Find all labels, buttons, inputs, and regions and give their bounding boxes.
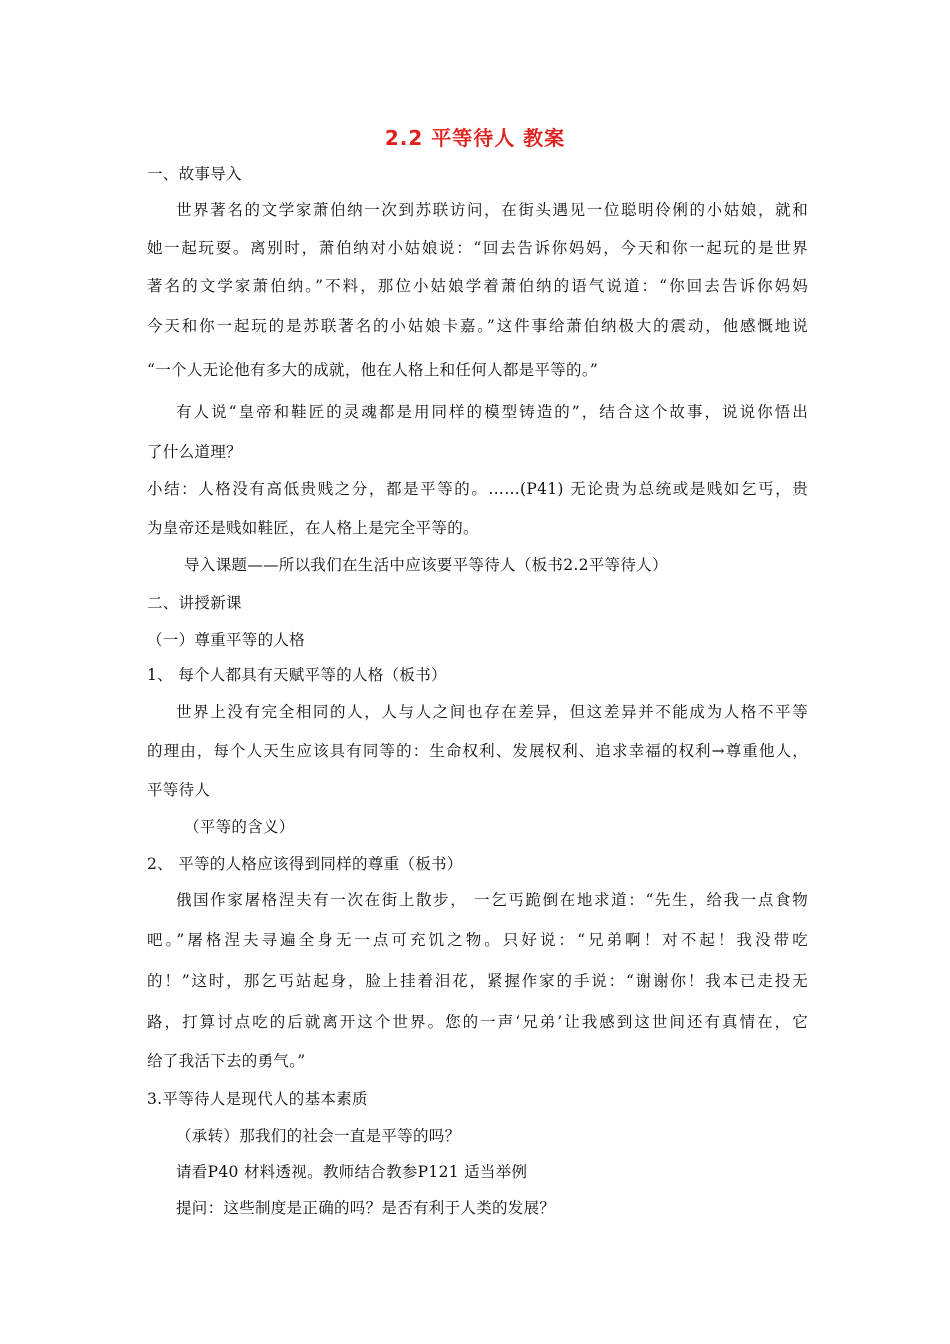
question-line: 提问：这些制度是正确的吗？是否有利于人类的发展？ bbox=[176, 1199, 556, 1217]
numbered-point-1: 1、 每个人都具有天赋平等的人格（板书） bbox=[147, 666, 447, 684]
paragraph-line: “一个人无论他有多大的成就，他在人格上和任何人都是平等的。” bbox=[147, 361, 599, 379]
paragraph-line: 世界著名的文学家萧伯纳一次到苏联访问，在街头遇见一位聪明伶俐的小姑娘，就和 bbox=[176, 201, 808, 219]
document-title: 2.2 平等待人 教案 bbox=[384, 126, 566, 150]
paragraph-line: 的！”这时，那乞丐站起身，脸上挂着泪花，紧握作家的手说：“谢谢你！我本已走投无 bbox=[147, 972, 808, 990]
summary-line: 为皇帝还是贱如鞋匠，在人格上是完全平等的。 bbox=[147, 519, 479, 537]
paragraph-line: 有人说“皇帝和鞋匠的灵魂都是用同样的模型铸造的”，结合这个故事，说说你悟出 bbox=[176, 403, 808, 421]
section-heading-story-intro: 一、故事导入 bbox=[147, 165, 242, 183]
numbered-point-3: 3.平等待人是现代人的基本素质 bbox=[147, 1090, 368, 1108]
paragraph-line: 她一起玩耍。离别时，萧伯纳对小姑娘说：“回去告诉你妈妈，今天和你一起玩的是世界 bbox=[147, 239, 808, 257]
paragraph-line: 的理由，每个人天生应该具有同等的：生命权利、发展权利、追求幸福的权利→尊重他人， bbox=[147, 742, 808, 760]
paragraph-line: 吧。”屠格涅夫寻遍全身无一点可充饥之物。只好说：“兄弟啊！对不起！我没带吃 bbox=[147, 931, 808, 949]
numbered-point-2: 2、 平等的人格应该得到同样的尊重（板书） bbox=[147, 855, 463, 873]
subsection-heading: （一）尊重平等的人格 bbox=[147, 631, 306, 649]
paragraph-line: 著名的文学家萧伯纳。”不料，那位小姑娘学着萧伯纳的语气说道：“你回去告诉你妈妈 bbox=[147, 277, 808, 295]
paragraph-line: 平等待人 bbox=[147, 781, 211, 799]
note-line: （平等的含义） bbox=[184, 818, 295, 836]
paragraph-line: 给了我活下去的勇气。” bbox=[147, 1052, 306, 1070]
paragraph-line: 今天和你一起玩的是苏联著名的小姑娘卡嘉。”这件事给萧伯纳极大的震动，他感慨地说 bbox=[147, 317, 808, 335]
paragraph-line: 俄国作家屠格涅夫有一次在街上散步， 一乞丐跪倒在地求道：“先生，给我一点食物 bbox=[176, 891, 808, 909]
transition-line: （承转）那我们的社会一直是平等的吗？ bbox=[176, 1127, 461, 1145]
summary-line: 小结：人格没有高低贵贱之分，都是平等的。……(P41) 无论贵为总统或是贱如乞丐，贵 bbox=[147, 480, 808, 498]
section-heading-new-lesson: 二、讲授新课 bbox=[147, 594, 242, 612]
lesson-topic-line: 导入课题——所以我们在生活中应该要平等待人（板书2.2平等待人） bbox=[184, 556, 668, 574]
material-line: 请看P40 材料透视。教师结合教参P121 适当举例 bbox=[176, 1163, 528, 1181]
paragraph-line: 了什么道理？ bbox=[147, 443, 242, 461]
paragraph-line: 世界上没有完全相同的人，人与人之间也存在差异，但这差异并不能成为人格不平等 bbox=[176, 703, 808, 721]
paragraph-line: 路，打算讨点吃的后就离开这个世界。您的一声‘兄弟’让我感到这世间还有真情在，它 bbox=[147, 1013, 808, 1031]
